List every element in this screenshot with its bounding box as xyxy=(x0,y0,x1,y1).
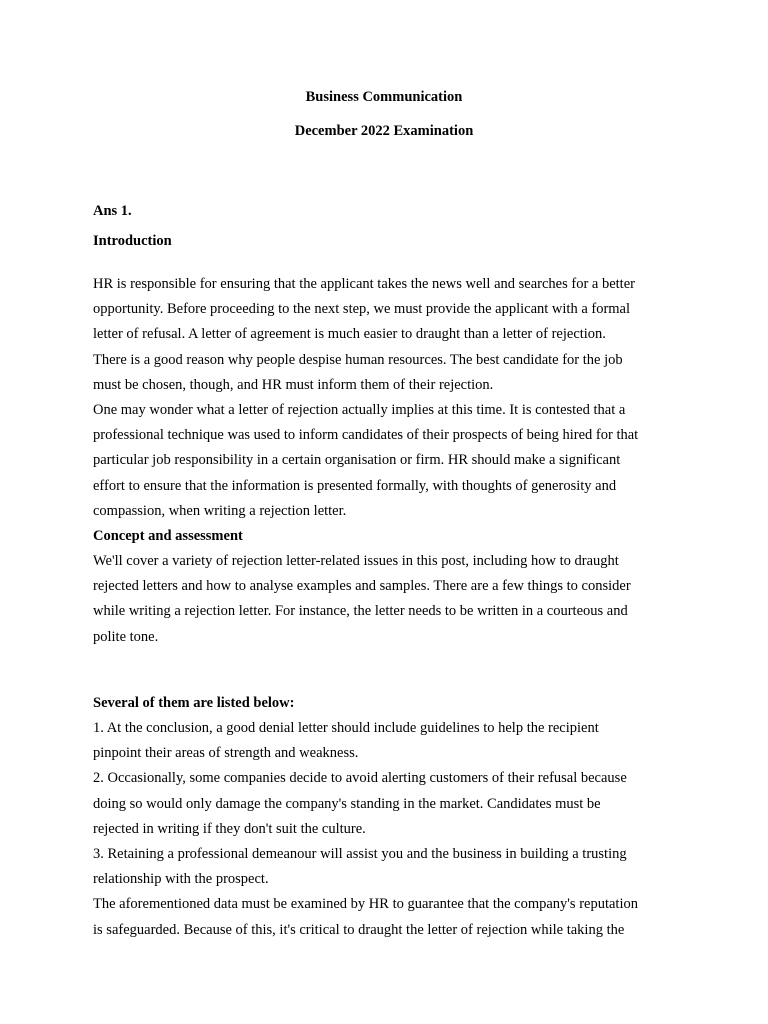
text-line: effort to ensure that the information is presented formally, with thoughts of generosity and xyxy=(93,477,617,494)
text-line: must be chosen, though, and HR must inform them of their rejection. xyxy=(93,376,494,393)
answer-label: Ans 1. xyxy=(93,203,132,219)
text-line: is safeguarded. Because of this, it's critical to draught the letter of rejection while taking the xyxy=(93,921,625,938)
text-line: professional technique was used to inform candidates of their prospects of being hired for that xyxy=(93,427,639,444)
text-line: The aforementioned data must be examined by HR to guarantee that the company's reputation xyxy=(93,896,638,913)
list-paragraph xyxy=(93,716,693,943)
document-title: Business Communication xyxy=(305,89,463,105)
text-line: polite tone. xyxy=(93,628,159,645)
text-line: rejected in writing if they don't suit the culture. xyxy=(93,820,366,837)
text-line: compassion, when writing a rejection letter. xyxy=(93,502,347,519)
text-line: while writing a rejection letter. For instance, the letter needs to be written in a courteous and xyxy=(93,603,628,620)
text-line: HR is responsible for ensuring that the applicant takes the news well and searches for a better xyxy=(93,276,635,292)
introduction-paragraph xyxy=(93,272,693,524)
text-line: We'll cover a variety of rejection letter-related issues in this post, including how to draught xyxy=(93,553,619,569)
list-heading: Several of them are listed below: xyxy=(93,695,295,711)
document-subtitle: December 2022 Examination xyxy=(294,123,474,139)
text-line: opportunity. Before proceeding to the next step, we must provide the applicant with a formal xyxy=(93,301,631,318)
text-line: 1. At the conclusion, a good denial letter should include guidelines to help the recipient xyxy=(93,720,599,736)
text-line: One may wonder what a letter of rejection actually implies at this time. It is contested that a xyxy=(93,402,626,419)
concept-paragraph xyxy=(93,549,693,650)
text-line: doing so would only damage the company's standing in the market. Candidates must be xyxy=(93,795,601,812)
text-line: 2. Occasionally, some companies decide to avoid alerting customers of their refusal because xyxy=(93,770,627,787)
text-line: particular job responsibility in a certain organisation or firm. HR should make a significant xyxy=(93,452,621,469)
text-line: rejected letters and how to analyse examples and samples. There are a few things to consider xyxy=(93,578,631,595)
text-line: There is a good reason why people despise human resources. The best candidate for the job xyxy=(93,351,623,368)
introduction-heading: Introduction xyxy=(93,233,172,249)
text-line: pinpoint their areas of strength and weakness. xyxy=(93,745,359,762)
concept-heading: Concept and assessment xyxy=(93,528,243,544)
text-line: relationship with the prospect. xyxy=(93,871,269,888)
text-line: 3. Retaining a professional demeanour will assist you and the business in building a trusting xyxy=(93,846,627,863)
text-line: letter of refusal. A letter of agreement is much easier to draught than a letter of rejection. xyxy=(93,326,606,343)
